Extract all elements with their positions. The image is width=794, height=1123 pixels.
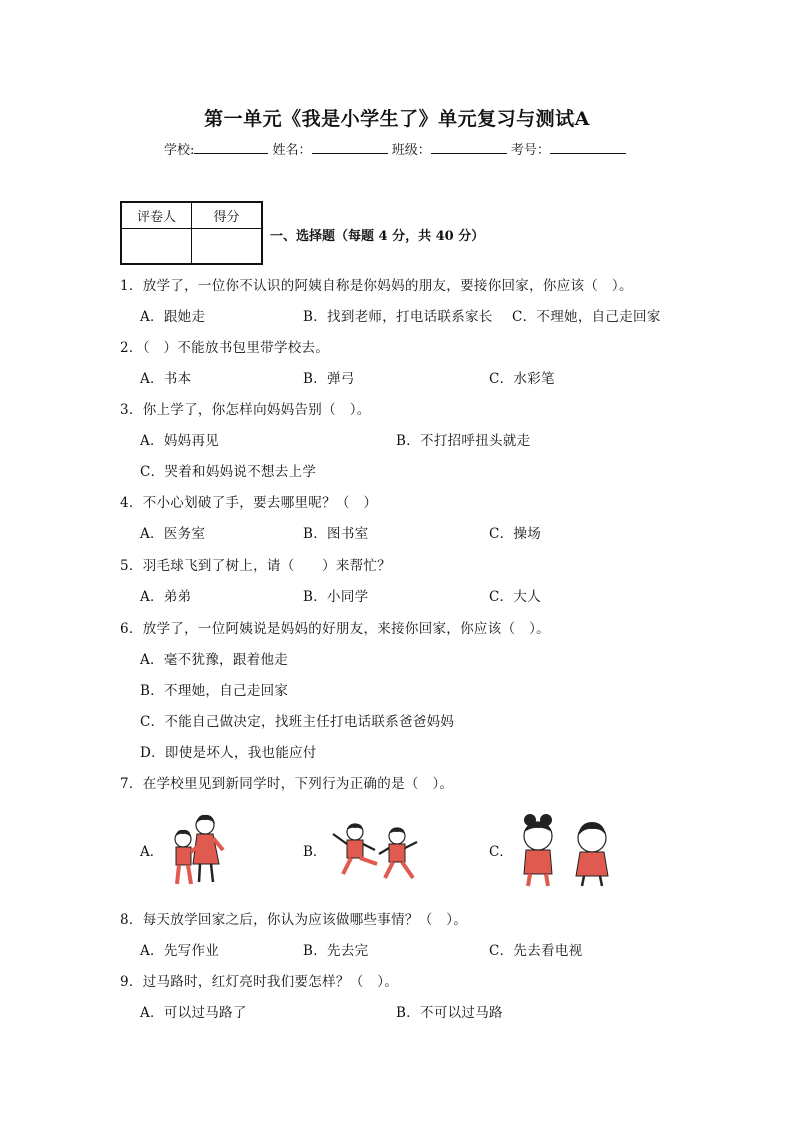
q4-option-a[interactable]: A．医务室	[140, 526, 206, 542]
q8-option-c[interactable]: C．先去看电视	[489, 943, 583, 959]
grader-cell[interactable]	[121, 229, 192, 265]
question-3: 3．你上学了，你怎样向妈妈告别（ ）。	[120, 402, 371, 418]
q8-option-a[interactable]: A．先写作业	[140, 943, 220, 959]
question-7: 7．在学校里见到新同学时，下列行为正确的是（ ）。	[120, 776, 454, 792]
q5-option-a[interactable]: A．弟弟	[140, 589, 192, 605]
school-blank[interactable]	[194, 139, 268, 154]
score-cell[interactable]	[192, 229, 263, 265]
q1-option-b[interactable]: B．找到老师，打电话联系家长	[303, 309, 493, 325]
q9-option-a[interactable]: A．可以过马路了	[140, 1005, 247, 1021]
q5-option-c[interactable]: C．大人	[489, 589, 542, 605]
q6-option-c[interactable]: C．不能自己做决定，找班主任打电话联系爸爸妈妈	[140, 714, 455, 730]
q1-option-c[interactable]: C．不理她，自己走回家	[512, 309, 661, 325]
q2-option-c[interactable]: C．水彩笔	[489, 371, 555, 387]
children-greeting-illustration[interactable]	[165, 812, 231, 888]
q6-option-b[interactable]: B．不理她，自己走回家	[140, 683, 289, 699]
score-table	[120, 201, 263, 265]
question-1: 1．放学了，一位你不认识的阿姨自称是你妈妈的朋友，要接你回家，你应该（ ）。	[120, 278, 633, 294]
class-blank[interactable]	[431, 139, 507, 154]
student-info-line	[164, 139, 626, 158]
id-blank[interactable]	[550, 139, 626, 154]
question-4: 4．不小心划破了手，要去哪里呢？（ ）	[120, 495, 378, 511]
section-title: 一、选择题（每题 4 分，共 40 分）	[270, 229, 485, 244]
question-8: 8．每天放学回家之后，你认为应该做哪些事情？（ ）。	[120, 912, 468, 928]
q6-option-a[interactable]: A．毫不犹豫，跟着他走	[140, 652, 289, 668]
q2-option-b[interactable]: B．弹弓	[303, 371, 355, 387]
q7-option-a[interactable]: A．	[140, 844, 164, 860]
score-header: 得分	[192, 202, 263, 229]
school-label: 学校:	[164, 143, 195, 158]
name-label: 姓名：	[272, 143, 312, 158]
q6-option-d[interactable]: D．即使是坏人，我也能应付	[140, 745, 317, 761]
q3-option-a[interactable]: A．妈妈再见	[140, 433, 220, 449]
question-2: 2．（ ）不能放书包里带学校去。	[120, 340, 330, 356]
grader-header: 评卷人	[121, 202, 192, 229]
q3-option-b[interactable]: B．不打招呼扭头就走	[396, 433, 531, 449]
q2-option-a[interactable]: A．书本	[140, 371, 192, 387]
q7-option-b[interactable]: B．	[303, 844, 327, 860]
id-label: 考号：	[510, 143, 550, 158]
question-9: 9．过马路时，红灯亮时我们要怎样？（ ）。	[120, 974, 399, 990]
q8-option-b[interactable]: B．先去完	[303, 943, 369, 959]
q4-option-b[interactable]: B．图书室	[303, 526, 369, 542]
children-ignoring-illustration[interactable]	[514, 812, 618, 888]
question-6: 6．放学了，一位阿姨说是妈妈的好朋友，来接你回家，你应该（ ）。	[120, 621, 550, 637]
q1-option-a[interactable]: A．跟她走	[140, 309, 206, 325]
children-fighting-illustration[interactable]	[329, 820, 425, 882]
q5-option-b[interactable]: B．小同学	[303, 589, 369, 605]
q9-option-b[interactable]: B．不可以过马路	[396, 1005, 503, 1021]
q7-option-c[interactable]: C．	[489, 844, 513, 860]
page-title: 第一单元《我是小学生了》单元复习与测试A	[204, 108, 590, 130]
q3-option-c[interactable]: C．哭着和妈妈说不想去上学	[140, 464, 317, 480]
question-5: 5．羽毛球飞到了树上，请（ ）来帮忙？	[120, 558, 392, 574]
class-label: 班级：	[391, 143, 431, 158]
q4-option-c[interactable]: C．操场	[489, 526, 542, 542]
name-blank[interactable]	[312, 139, 388, 154]
